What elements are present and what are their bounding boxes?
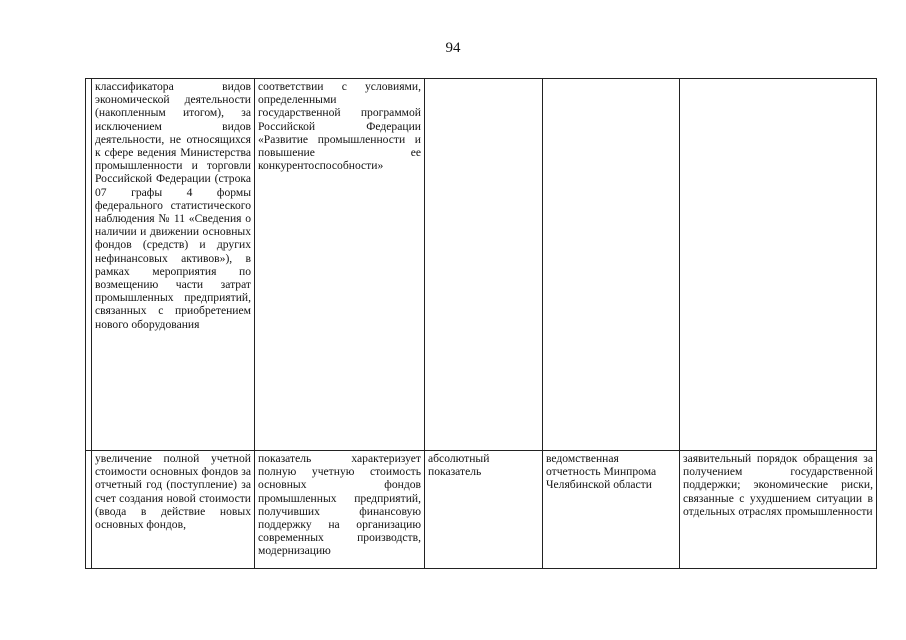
page-number: 94	[445, 40, 461, 56]
table-row	[86, 79, 877, 451]
table-row	[86, 451, 877, 569]
data-source-cell: ведомственная отчетность Минпрома Челябинской области	[543, 451, 680, 569]
indicator-table	[85, 78, 877, 569]
indicator-characteristic-cell: показатель характеризует полную учетную стоимость основных фондов промышленных предприятий, получивших финансовую поддержку на организацию современных производств, модернизацию	[255, 451, 425, 569]
indicator-description-cell: увеличение полной учетной стоимости основных фондов за отчетный год (поступление) за счет создания новой стоимости (ввода в действие новых основных фондов,	[92, 451, 255, 569]
risk-factors-cell	[680, 79, 877, 451]
data-source-cell	[543, 79, 680, 451]
indicator-characteristic-cell: соответствии с условиями, определенными государственной программой Российской Федерации «Развитие промышленности и повышение ее конкурентоспособности»	[255, 79, 425, 451]
indicator-type-cell	[425, 79, 543, 451]
risk-factors-cell: заявительный порядок обращения за получением государственной поддержки; экономические риски, связанные с ухудшением ситуации в отдельных отраслях промышленности	[680, 451, 877, 569]
indicator-description-cell: классификатора видов экономической деятельности (накопленным итогом), за исключением видов деятельности, не относящихся к сфере ведения Министерства промышленности и торговли Российской Федерации (строка 07 графы 4 формы федерального статистического наблюдения № 11 «Сведения о наличии и движении основных фондов (средств) и других нефинансовых активов»), в рамках мероприятия по возмещению части затрат промышленных предприятий, связанных с приобретением нового оборудования	[92, 79, 255, 451]
indicator-type-cell: абсолютный показатель	[425, 451, 543, 569]
